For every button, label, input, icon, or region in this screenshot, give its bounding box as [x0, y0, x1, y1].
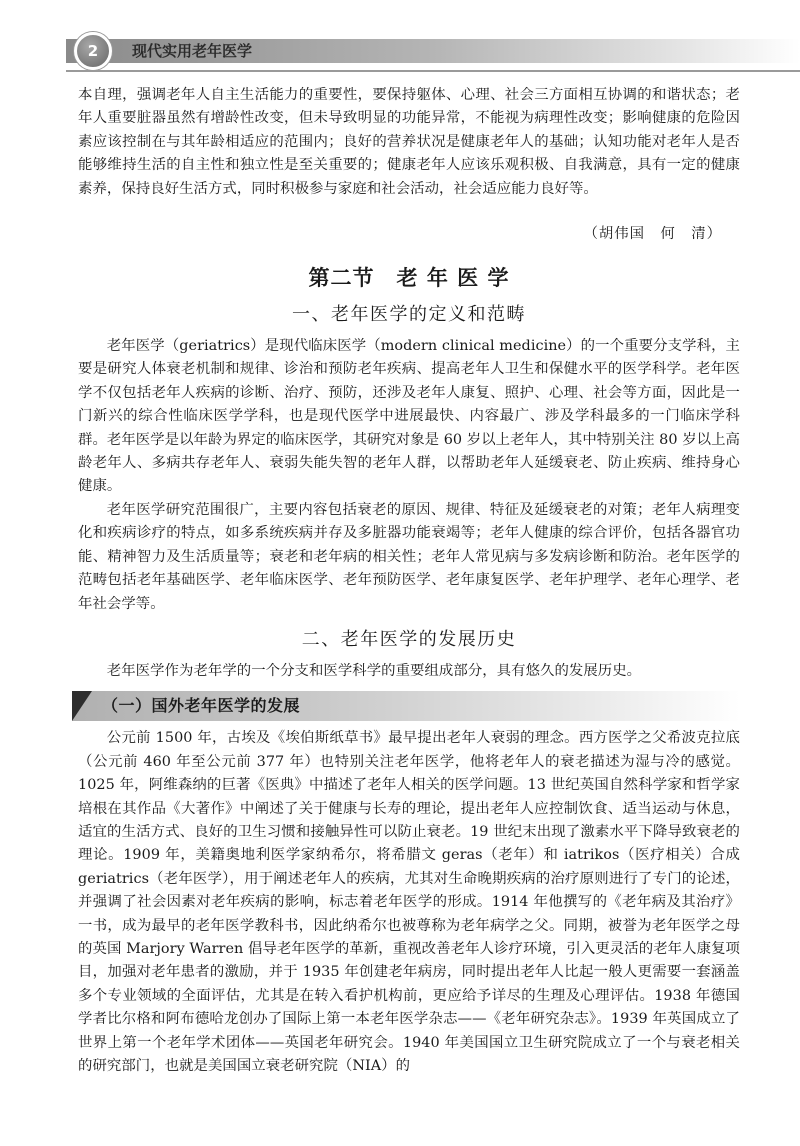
author-line: （胡伟国 何 清） [583, 226, 722, 243]
section-title: 第二节 老 年 医 学 [308, 266, 510, 291]
subsection-banner [72, 691, 740, 721]
part1-paragraph-1: 老年医学（geriatrics）是现代临床医学（modern clinical medicine）的一个重要分支学科，主要是研究人体衰老机制和规律、诊治和预防老年疾病、提高老年人卫生和保健水平的医学科学。老年医学不仅包括老年人疾病的诊断、治疗、预防，还涉及老年人康复、照护、心理、社会等方面，因此是一门新兴的综合性临床医学学科，也是现代医学中进展最快、内容最广、涉及学科最多的一门临床学科群。老年医学是以年龄为界定的临床医学，其研究对象是 60 岁以上老年人，其中特别关注 80 岁以上高龄老年人、多病共存老年人、衰弱失能失智的老年人群，以帮助老年人延缓衰老、防止疾病、维持身心健康。 [78, 338, 740, 495]
part2-intro: 老年医学作为老年学的一个分支和医学科学的重要组成部分，具有悠久的发展历史。 [106, 662, 642, 679]
part2-paragraph: 公元前 1500 年，古埃及《埃伯斯纸草书》最早提出老年人衰弱的理念。西方医学之父希波克拉底（公元前 460 年至公元前 377 年）也特别关注老年医学，他将老年人的衰老描述为湿与冷的感觉。1025 年，阿维森纳的巨著《医典》中描述了老年人相关的医学问题。13 世纪英国自然科学家和哲学家培根在其作品《大著作》中阐述了关于健康与长寿的理论，提出老年人应控制饮食、适当运动与休息，适宜的生活方式、良好的卫生习惯和接触异性可以防止衰老。19 世纪末出现了激素水平下降导致衰老的理论。1909 年，美籍奥地利医学家纳希尔，将希腊文 geras（老年）和 iatrikos（医疗相关）合成 geriatrics（老年医学），用于阐述老年人的疾病，尤其对生命晚期疾病的治疗原则进行了专门的论述，并强调了社会因素对老年疾病的影响，标志着老年医学的形成。1914 年他撰写的《老年病及其治疗》一书，成为最早的老年医学教科书，因此纳希尔也被尊称为老年病学之父。同期，被誉为老年医学之母的英国 Marjory Warren 倡导老年医学的革新，重视改善老年人诊疗环境，引入更灵活的老年人康复项目，加强对老年患者的激励，并于 1935 年创建老年病房，同时提出老年人比起一般人更需要一套涵盖多个专业领域的全面评估，尤其是在转入看护机构前，更应给予详尽的生理及心理评估。1938 年德国学者比尔格和阿布德哈龙创办了国际上第一本老年医学杂志——《老年研究杂志》。1939 年英国成立了世界上第一个老年学术团体——英国老年研究会。1940 年美国国立卫生研究院成立了一个与衰老相关的研究部门，也就是美国国立衰老研究院（NIA）的 [78, 730, 740, 1074]
part1-paragraph-2: 老年医学研究范围很广，主要内容包括衰老的原因、规律、特征及延缓衰老的对策；老年人病理变化和疾病诊疗的特点，如多系统疾病并存及多脏器功能衰竭等；老年人健康的综合评价，包括各器官功能、精神智力及生活质量等；衰老和老年病的相关性；老年人常见病与多发病诊断和防治。老年医学的范畴包括老年基础医学、老年临床医学、老年预防医学、老年康复医学、老年护理学、老年心理学、老年社会学等。 [78, 501, 740, 612]
page-header [0, 30, 800, 76]
page-number-badge: 2 [74, 32, 112, 70]
part2-title: 二、老年医学的发展历史 [301, 628, 517, 650]
page-content [78, 84, 740, 1078]
subsection-title: （一）国外老年医学的发展 [102, 696, 301, 716]
book-title: 现代实用老年医学 [132, 42, 253, 60]
header-rule [66, 70, 800, 72]
intro-paragraph: 本自理，强调老年人自主生活能力的重要性，要保持躯体、心理、社会三方面相互协调的和谐状态；老年人重要脏器虽然有增龄性改变，但未导致明显的功能异常，不能视为病理性改变；影响健康的危险因素应该控制在与其年龄相适应的范围内；良好的营养状况是健康老年人的基础；认知功能对老年人是否能够维持生活的自主性和独立性是至关重要的；健康老年人应该乐观积极、自我满意，具有一定的健康素养，保持良好生活方式，同时积极参与家庭和社会活动，社会适应能力良好等。 [78, 87, 740, 197]
banner-ornament [72, 691, 92, 721]
part1-title: 一、老年医学的定义和范畴 [292, 304, 526, 326]
